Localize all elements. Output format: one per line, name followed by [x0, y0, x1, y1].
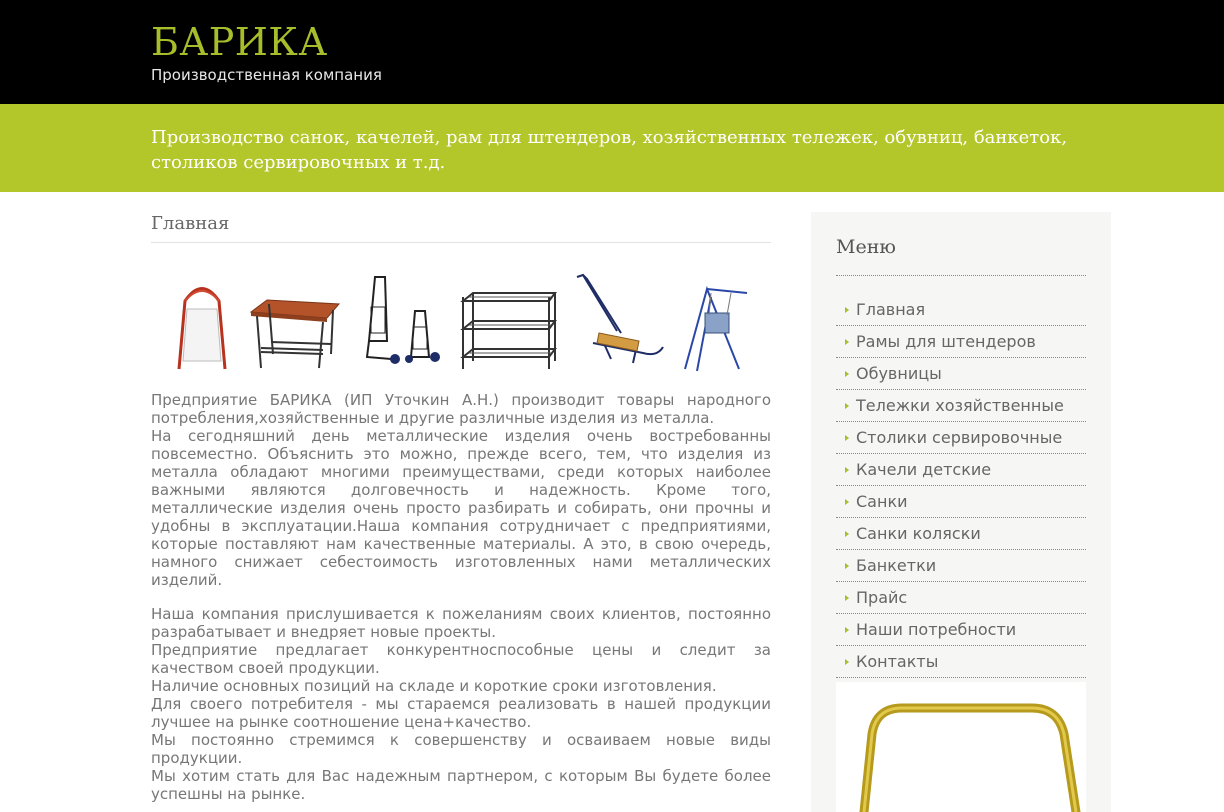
site-subtitle: Производственная компания: [151, 66, 382, 84]
menu-item-contacts[interactable]: [836, 646, 1086, 678]
arrow-icon: [845, 307, 849, 313]
arrow-icon: [845, 339, 849, 345]
article-paragraph: На сегодняшний день металлические изделия очень востребованны повсеместно. Объяснить это можно, прежде всего, тем, что изделия из металла обладают многими преимуществами, среди которых наиболее важными являются долговечность и надежность. Кроме того, металлические изделия очень просто разбирать и собирать, они прочны и удобны в эксплуатации.Наша компания сотрудничает с предприятиями, которые поставляют нам качественные материалы. А это, в свою очередь, намного снижает себестоимость изготовленных нами металлических изделий.: [151, 427, 771, 589]
menu-divider: [836, 275, 1086, 276]
menu-item-label: Наши потребности: [856, 620, 1017, 639]
arrow-icon: [845, 627, 849, 633]
article-paragraph: Предприятие БАРИКА (ИП Уточкин А.Н.) производит товары народного потребления,хозяйственные и другие различные изделия из металла.: [151, 391, 771, 427]
menu-item-label: Качели детские: [856, 460, 992, 479]
menu-item-needs[interactable]: [836, 614, 1086, 646]
arrow-icon: [845, 659, 849, 665]
shoe-rack-image: [459, 291, 557, 371]
arrow-icon: [845, 595, 849, 601]
trolley-image: [355, 271, 445, 371]
page-title: Главная: [151, 210, 771, 243]
arrow-icon: [845, 435, 849, 441]
banner-tagline: Производство санок, качелей, рам для штендеров, хозяйственных тележек, обувниц, банкеток, столиков сервировочных и т.д.: [151, 127, 1068, 173]
article-paragraph: Предприятие предлагает конкурентноспособные цены и следит за качеством своей продукции.: [151, 641, 771, 677]
arrow-icon: [845, 467, 849, 473]
arrow-icon: [845, 371, 849, 377]
menu-item-label: Санки: [856, 492, 908, 511]
menu-item-label: Тележки хозяйственные: [856, 396, 1064, 415]
menu-item-label: Банкетки: [856, 556, 937, 575]
menu-item-sled-strollers[interactable]: [836, 518, 1086, 550]
sidebar: [811, 212, 1111, 812]
menu-item-label: Санки коляски: [856, 524, 981, 543]
article-paragraph: Мы хотим стать для Вас надежным партнером, с которым Вы будете более успешны на рынке.: [151, 767, 771, 803]
article-paragraph: Наличие основных позиций на складе и короткие сроки изготовления.: [151, 677, 717, 695]
menu-item-swings[interactable]: [836, 454, 1086, 486]
site-title[interactable]: БАРИКА: [151, 20, 328, 64]
main-content: [151, 210, 771, 803]
article-text: [151, 391, 771, 803]
arrow-icon: [845, 403, 849, 409]
menu-item-serving-tables[interactable]: [836, 422, 1086, 454]
sled-image: [571, 271, 667, 371]
arrow-icon: [845, 531, 849, 537]
product-images: [151, 261, 771, 371]
bench-image: [247, 296, 341, 371]
menu-item-label: Главная: [856, 300, 926, 319]
article-paragraph: Наша компания прислушивается к пожеланиям своих клиентов, постоянно разрабатывает и внедряет новые проекты.: [151, 605, 771, 641]
arrow-icon: [845, 563, 849, 569]
menu-item-trolleys[interactable]: [836, 390, 1086, 422]
article-paragraph: Мы постоянно стремимся к совершенству и осваиваем новые виды продукции.: [151, 731, 771, 767]
menu-title: Меню: [836, 236, 896, 258]
menu-item-price[interactable]: [836, 582, 1086, 614]
menu-item-benches[interactable]: [836, 550, 1086, 582]
menu-item-label: Контакты: [856, 652, 939, 671]
sign-frame-image: [171, 271, 233, 371]
arrow-icon: [845, 499, 849, 505]
menu-item-shoe-racks[interactable]: [836, 358, 1086, 390]
menu-item-label: Столики сервировочные: [856, 428, 1063, 447]
menu-list: [836, 294, 1086, 678]
menu-item-label: Рамы для штендеров: [856, 332, 1036, 351]
menu-item-sign-frames[interactable]: [836, 326, 1086, 358]
article-paragraph: Для своего потребителя - мы стараемся реализовать в нашей продукции лучшее на рынке соотношение цена+качество.: [151, 695, 771, 731]
menu-item-label: Обувницы: [856, 364, 942, 383]
menu-item-label: Прайс: [856, 588, 908, 607]
sidebar-product-image: [836, 682, 1086, 812]
menu-item-sleds[interactable]: [836, 486, 1086, 518]
menu-item-home[interactable]: [836, 294, 1086, 326]
swing-image: [681, 285, 751, 371]
